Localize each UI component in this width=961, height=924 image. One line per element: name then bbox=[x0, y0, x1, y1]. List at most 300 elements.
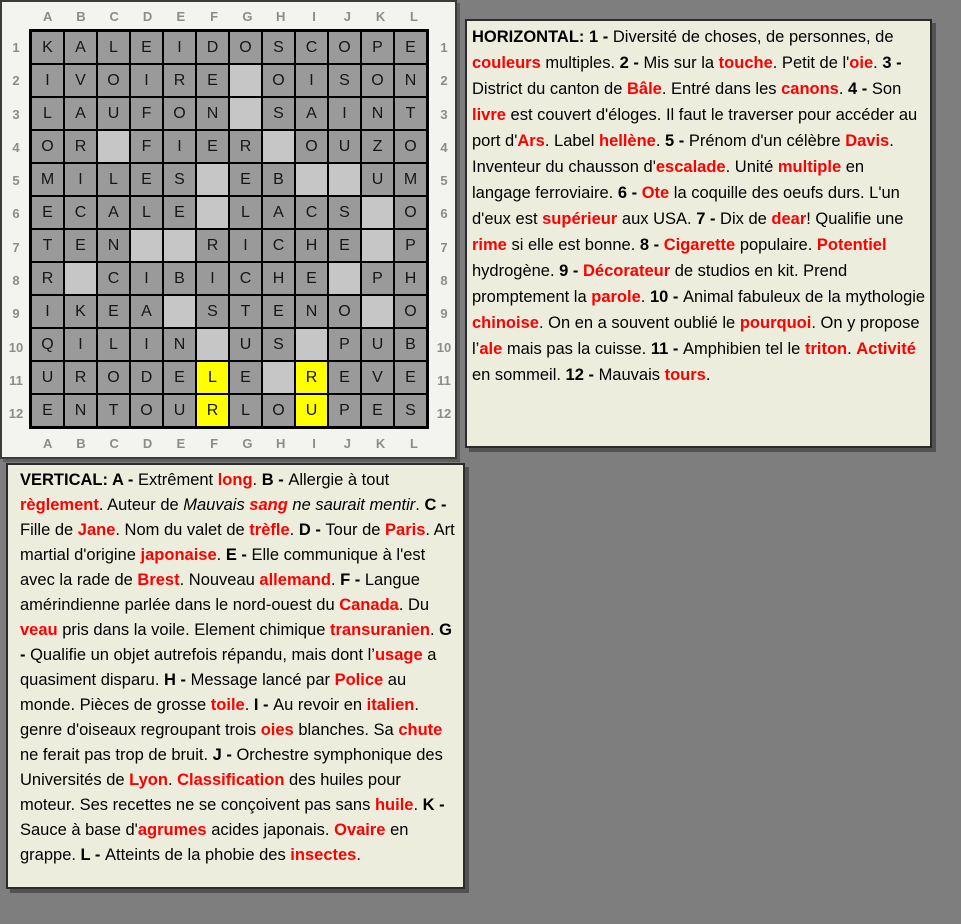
clue-segment: insectes bbox=[290, 846, 357, 864]
col-label-E: E bbox=[176, 436, 186, 451]
grid-cell-J7[interactable]: E bbox=[328, 229, 361, 262]
grid-cell-D6[interactable]: L bbox=[130, 196, 163, 229]
crossword-cells bbox=[29, 29, 429, 429]
grid-cell-J9[interactable]: O bbox=[328, 295, 361, 328]
vertical-clues-panel bbox=[6, 463, 465, 889]
clue-segment: mais pas la cuisse. bbox=[502, 340, 651, 358]
col-label-A: A bbox=[42, 436, 53, 451]
grid-cell-F9[interactable]: S bbox=[196, 295, 229, 328]
row-label-7: 7 bbox=[12, 239, 20, 255]
grid-cell-A1[interactable]: K bbox=[31, 31, 64, 64]
clue-segment: en grappe. bbox=[20, 821, 409, 864]
clue-segment: Qualifie un objet autrefois répandu, mais dont l’ bbox=[30, 646, 375, 664]
clue-segment: . bbox=[640, 288, 650, 306]
col-label-A: A bbox=[42, 9, 53, 24]
grid-cell-A2[interactable]: I bbox=[31, 64, 64, 97]
clue-segment: règlement bbox=[20, 496, 99, 514]
grid-cell-J4[interactable]: U bbox=[328, 130, 361, 163]
clue-segment: . Petit de l' bbox=[772, 54, 850, 72]
row-label-10: 10 bbox=[8, 339, 24, 355]
col-label-D: D bbox=[142, 9, 153, 24]
grid-cell-B4[interactable]: R bbox=[64, 130, 97, 163]
grid-cell-C6[interactable]: A bbox=[97, 196, 130, 229]
clue-segment: . Unité bbox=[725, 158, 778, 176]
grid-cell-D8[interactable]: I bbox=[130, 262, 163, 295]
grid-cell-L11[interactable]: E bbox=[394, 361, 427, 394]
clue-segment: 5 - bbox=[665, 132, 689, 150]
grid-cell-I5[interactable] bbox=[295, 163, 328, 196]
clue-segment: . Auteur de bbox=[98, 496, 184, 514]
clue-segment: sang bbox=[249, 496, 288, 514]
grid-cell-I10[interactable] bbox=[295, 328, 328, 361]
clue-segment: 7 - bbox=[696, 210, 721, 228]
grid-cell-E1[interactable]: I bbox=[163, 31, 196, 64]
clue-segment: 2 - bbox=[619, 54, 644, 72]
grid-cell-K6[interactable] bbox=[361, 196, 394, 229]
grid-cell-K12[interactable]: E bbox=[361, 394, 394, 427]
clue-segment: Classification bbox=[177, 771, 285, 789]
clue-segment: . bbox=[289, 521, 299, 539]
grid-cell-B8[interactable] bbox=[64, 262, 97, 295]
grid-cell-B11[interactable]: R bbox=[64, 361, 97, 394]
clue-segment: . Label bbox=[544, 132, 599, 150]
grid-cell-D9[interactable]: A bbox=[130, 295, 163, 328]
grid-cell-I12[interactable]: U bbox=[295, 394, 328, 427]
grid-cell-E8[interactable]: B bbox=[163, 262, 196, 295]
grid-cell-J11[interactable]: E bbox=[328, 361, 361, 394]
grid-cell-K11[interactable]: V bbox=[361, 361, 394, 394]
grid-cell-A4[interactable]: O bbox=[31, 130, 64, 163]
grid-cell-K9[interactable] bbox=[361, 295, 394, 328]
grid-cell-E7[interactable] bbox=[163, 229, 196, 262]
clue-segment: . Du bbox=[398, 596, 430, 614]
grid-cell-F11[interactable]: L bbox=[196, 361, 229, 394]
grid-cell-L12[interactable]: S bbox=[394, 394, 427, 427]
clue-segment: . On en a souvent oublié le bbox=[538, 314, 740, 332]
grid-cell-I8[interactable]: E bbox=[295, 262, 328, 295]
col-label-L: L bbox=[409, 436, 418, 451]
clue-segment: Message lancé par bbox=[190, 671, 335, 689]
grid-cell-J2[interactable]: S bbox=[328, 64, 361, 97]
col-label-F: F bbox=[210, 9, 219, 24]
clue-segment: H - bbox=[164, 671, 191, 689]
clue-segment: F - bbox=[340, 571, 365, 589]
grid-cell-E11[interactable]: E bbox=[163, 361, 196, 394]
clue-segment: Canada bbox=[339, 596, 399, 614]
grid-cell-K3[interactable]: N bbox=[361, 97, 394, 130]
grid-cell-F3[interactable]: N bbox=[196, 97, 229, 130]
grid-cell-H6[interactable]: A bbox=[262, 196, 295, 229]
clue-segment: . bbox=[167, 771, 178, 789]
grid-cell-E6[interactable]: E bbox=[163, 196, 196, 229]
clue-segment: pourquoi bbox=[739, 314, 812, 332]
clue-segment: au monde. Pièces de grosse bbox=[20, 671, 407, 714]
col-label-H: H bbox=[276, 436, 286, 451]
clue-segment: Cigarette bbox=[663, 236, 736, 254]
row-label-12: 12 bbox=[8, 406, 24, 422]
clue-segment: Extrêment bbox=[137, 471, 218, 489]
grid-cell-L1[interactable]: E bbox=[394, 31, 427, 64]
grid-cell-G10[interactable]: U bbox=[229, 328, 262, 361]
grid-cell-G6[interactable]: L bbox=[229, 196, 262, 229]
clue-segment: aux USA. bbox=[617, 210, 697, 228]
clue-segment: 10 - bbox=[649, 288, 683, 306]
grid-cell-G4[interactable]: R bbox=[229, 130, 262, 163]
clue-segment: Diversité de choses, de personnes, de bbox=[612, 28, 894, 46]
clue-segment: Paris bbox=[385, 521, 426, 539]
clue-segment: veau bbox=[20, 621, 58, 639]
clue-segment: couleurs bbox=[472, 54, 541, 72]
grid-cell-B2[interactable]: V bbox=[64, 64, 97, 97]
clue-segment: Fille de bbox=[20, 521, 78, 539]
clue-segment: toile bbox=[210, 696, 245, 714]
grid-cell-B12[interactable]: N bbox=[64, 394, 97, 427]
grid-cell-H5[interactable]: B bbox=[262, 163, 295, 196]
clue-segment: chinoise bbox=[472, 314, 539, 332]
grid-cell-G12[interactable]: L bbox=[229, 394, 262, 427]
clue-segment: . bbox=[330, 571, 341, 589]
clue-segment: ne ferait pas trop de bruit. bbox=[20, 746, 213, 764]
col-label-C: C bbox=[109, 9, 119, 24]
grid-cell-E5[interactable]: S bbox=[163, 163, 196, 196]
grid-cell-I2[interactable]: I bbox=[295, 64, 328, 97]
clue-segment: multiples. bbox=[540, 54, 620, 72]
clue-segment: I - bbox=[253, 696, 274, 714]
grid-cell-H8[interactable]: H bbox=[262, 262, 295, 295]
col-label-K: K bbox=[375, 9, 386, 24]
clue-segment: 6 - bbox=[617, 184, 642, 202]
grid-cell-D7[interactable] bbox=[130, 229, 163, 262]
clue-segment: HORIZONTAL: bbox=[472, 28, 590, 46]
row-label-11: 11 bbox=[9, 372, 23, 388]
grid-cell-J5[interactable] bbox=[328, 163, 361, 196]
clue-segment: Dix de bbox=[720, 210, 772, 228]
clue-segment: livre bbox=[472, 106, 506, 124]
grid-cell-F8[interactable]: I bbox=[196, 262, 229, 295]
clue-segment: Allergie à tout bbox=[288, 471, 390, 489]
grid-cell-H9[interactable]: E bbox=[262, 295, 295, 328]
grid-cell-H3[interactable]: S bbox=[262, 97, 295, 130]
grid-cell-A8[interactable]: R bbox=[31, 262, 64, 295]
grid-cell-D2[interactable]: I bbox=[130, 64, 163, 97]
grid-cell-H11[interactable] bbox=[262, 361, 295, 394]
grid-cell-D1[interactable]: E bbox=[130, 31, 163, 64]
clue-segment: Elle communique à l'est avec la rade de bbox=[20, 546, 426, 589]
clue-segment: blanches. Sa bbox=[293, 721, 399, 739]
grid-cell-B6[interactable]: C bbox=[64, 196, 97, 229]
clue-segment: la coquille des oeufs durs. L'un d'eux est bbox=[472, 184, 900, 228]
clue-segment: supérieur bbox=[542, 210, 618, 228]
grid-cell-G3[interactable] bbox=[229, 97, 262, 130]
clue-segment: Potentiel bbox=[816, 236, 887, 254]
clue-segment: 4 - bbox=[848, 80, 872, 98]
grid-cell-G11[interactable]: E bbox=[229, 361, 262, 394]
grid-cell-I6[interactable]: C bbox=[295, 196, 328, 229]
clue-segment: . Nom du valet de bbox=[115, 521, 250, 539]
grid-cell-A12[interactable]: E bbox=[31, 394, 64, 427]
grid-cell-E10[interactable]: N bbox=[163, 328, 196, 361]
grid-cell-F5[interactable] bbox=[196, 163, 229, 196]
grid-cell-D11[interactable]: D bbox=[130, 361, 163, 394]
grid-cell-J10[interactable]: P bbox=[328, 328, 361, 361]
grid-cell-F7[interactable]: R bbox=[196, 229, 229, 262]
grid-cell-G2[interactable] bbox=[229, 64, 262, 97]
grid-cell-A9[interactable]: I bbox=[31, 295, 64, 328]
clue-segment: D - bbox=[298, 521, 326, 539]
grid-cell-J1[interactable]: O bbox=[328, 31, 361, 64]
row-label-5: 5 bbox=[12, 173, 20, 189]
grid-cell-D10[interactable]: I bbox=[130, 328, 163, 361]
clue-segment: . bbox=[847, 340, 857, 358]
grid-cell-I9[interactable]: N bbox=[295, 295, 328, 328]
clue-segment: District du canton de bbox=[472, 80, 627, 98]
grid-cell-L4[interactable]: O bbox=[394, 130, 427, 163]
grid-cell-A7[interactable]: T bbox=[31, 229, 64, 262]
clue-segment: hydrogène. bbox=[472, 262, 560, 280]
clue-segment: usage bbox=[374, 646, 423, 664]
grid-cell-B7[interactable]: E bbox=[64, 229, 97, 262]
row-label-2: 2 bbox=[440, 73, 448, 89]
clue-segment: Prénom d'un célèbre bbox=[688, 132, 846, 150]
clue-segment: hellène bbox=[598, 132, 656, 150]
col-label-G: G bbox=[242, 436, 253, 451]
grid-cell-J3[interactable]: I bbox=[328, 97, 361, 130]
clue-segment: J - bbox=[212, 746, 237, 764]
grid-cell-B5[interactable]: I bbox=[64, 163, 97, 196]
grid-cell-G1[interactable]: O bbox=[229, 31, 262, 64]
clue-segment: 11 - bbox=[650, 340, 683, 358]
crossword-grid-panel bbox=[0, 0, 457, 459]
col-label-B: B bbox=[76, 436, 86, 451]
clue-segment: . On y propose l’ bbox=[472, 314, 920, 358]
col-label-L: L bbox=[409, 9, 418, 24]
grid-cell-J8[interactable] bbox=[328, 262, 361, 295]
grid-cell-A5[interactable]: M bbox=[31, 163, 64, 196]
grid-cell-I7[interactable]: H bbox=[295, 229, 328, 262]
grid-cell-G5[interactable]: E bbox=[229, 163, 262, 196]
clue-segment: 8 - bbox=[639, 236, 664, 254]
grid-cell-E2[interactable]: R bbox=[163, 64, 196, 97]
col-label-K: K bbox=[375, 436, 386, 451]
grid-cell-D3[interactable]: F bbox=[130, 97, 163, 130]
grid-cell-C1[interactable]: L bbox=[97, 31, 130, 64]
grid-cell-L8[interactable]: H bbox=[394, 262, 427, 295]
clue-segment: Activité bbox=[856, 340, 916, 358]
row-label-7: 7 bbox=[440, 239, 448, 255]
col-label-C: C bbox=[109, 436, 119, 451]
grid-cell-L3[interactable]: T bbox=[394, 97, 427, 130]
clue-segment: chute bbox=[398, 721, 443, 739]
grid-cell-H7[interactable]: C bbox=[262, 229, 295, 262]
grid-cell-L7[interactable]: P bbox=[394, 229, 427, 262]
clue-segment: VERTICAL: bbox=[20, 471, 112, 489]
clue-segment: ale bbox=[479, 340, 503, 358]
col-label-H: H bbox=[276, 9, 286, 24]
grid-cell-C8[interactable]: C bbox=[97, 262, 130, 295]
clue-segment: . bbox=[705, 366, 711, 384]
col-label-G: G bbox=[242, 9, 253, 24]
grid-cell-C11[interactable]: O bbox=[97, 361, 130, 394]
grid-cell-F10[interactable] bbox=[196, 328, 229, 361]
row-label-6: 6 bbox=[12, 206, 20, 222]
grid-cell-H12[interactable]: O bbox=[262, 394, 295, 427]
grid-cell-K8[interactable]: P bbox=[361, 262, 394, 295]
row-label-4: 4 bbox=[12, 139, 20, 155]
clue-segment: Son bbox=[871, 80, 902, 98]
row-label-8: 8 bbox=[440, 273, 448, 289]
grid-cell-J6[interactable]: S bbox=[328, 196, 361, 229]
clue-segment: Animal fabuleux de la mythologie bbox=[682, 288, 926, 306]
grid-cell-F12[interactable]: R bbox=[196, 394, 229, 427]
grid-cell-C2[interactable]: O bbox=[97, 64, 130, 97]
grid-cell-L9[interactable]: O bbox=[394, 295, 427, 328]
clue-segment: . genre d'oiseaux regroupant trois bbox=[20, 696, 419, 739]
clue-segment: Jane bbox=[77, 521, 116, 539]
grid-cell-D12[interactable]: O bbox=[130, 394, 163, 427]
grid-cell-E9[interactable] bbox=[163, 295, 196, 328]
grid-cell-E4[interactable]: I bbox=[163, 130, 196, 163]
grid-cell-A3[interactable]: L bbox=[31, 97, 64, 130]
grid-cell-I3[interactable]: A bbox=[295, 97, 328, 130]
grid-cell-J12[interactable]: P bbox=[328, 394, 361, 427]
row-label-2: 2 bbox=[12, 73, 20, 89]
clue-segment: Langue amérindienne parlée dans le nord-ouest du bbox=[20, 571, 420, 614]
clue-segment: touche bbox=[718, 54, 773, 72]
clue-segment: Ars bbox=[517, 132, 545, 150]
grid-cell-A6[interactable]: E bbox=[31, 196, 64, 229]
clue-segment: des huiles pour moteur. Ses recettes ne se conçoivent pas sans bbox=[20, 771, 401, 814]
grid-cell-K10[interactable]: U bbox=[361, 328, 394, 361]
row-label-1: 1 bbox=[440, 40, 448, 55]
grid-cell-C3[interactable]: U bbox=[97, 97, 130, 130]
grid-cell-E12[interactable]: U bbox=[163, 394, 196, 427]
row-label-9: 9 bbox=[12, 306, 20, 322]
grid-cell-B1[interactable]: A bbox=[64, 31, 97, 64]
clue-segment: transuranien bbox=[330, 621, 430, 639]
grid-cell-G8[interactable]: C bbox=[229, 262, 262, 295]
grid-cell-G9[interactable]: T bbox=[229, 295, 262, 328]
grid-cell-F2[interactable]: E bbox=[196, 64, 229, 97]
grid-cell-C9[interactable]: E bbox=[97, 295, 130, 328]
clue-segment: . bbox=[429, 621, 440, 639]
clue-segment: pris dans la voile. Element chimique bbox=[57, 621, 330, 639]
grid-cell-I4[interactable]: O bbox=[295, 130, 328, 163]
grid-cell-I1[interactable]: C bbox=[295, 31, 328, 64]
col-label-B: B bbox=[76, 9, 86, 24]
clue-segment: Orchestre symphonique des Universités de bbox=[20, 746, 443, 789]
grid-cell-L6[interactable]: O bbox=[394, 196, 427, 229]
grid-cell-D5[interactable]: E bbox=[130, 163, 163, 196]
grid-cell-C10[interactable]: L bbox=[97, 328, 130, 361]
row-label-3: 3 bbox=[440, 106, 448, 122]
clue-segment: est couvert d'éloges. Il faut le traverser pour accéder au port d' bbox=[472, 106, 918, 150]
clue-segment: rime bbox=[472, 236, 507, 254]
grid-cell-K7[interactable] bbox=[361, 229, 394, 262]
clue-segment: Mauvais bbox=[183, 496, 250, 514]
clue-segment: B - bbox=[261, 471, 289, 489]
horizontal-clues-panel bbox=[465, 19, 932, 448]
grid-cell-K5[interactable]: U bbox=[361, 163, 394, 196]
grid-cell-L5[interactable]: M bbox=[394, 163, 427, 196]
col-label-J: J bbox=[343, 9, 351, 24]
grid-cell-H4[interactable] bbox=[262, 130, 295, 163]
grid-cell-H2[interactable]: O bbox=[262, 64, 295, 97]
clue-segment: italien bbox=[366, 696, 415, 714]
clue-segment: ne saurait mentir bbox=[287, 496, 416, 514]
grid-cell-F1[interactable]: D bbox=[196, 31, 229, 64]
row-label-12: 12 bbox=[436, 406, 452, 422]
row-labels-left bbox=[5, 31, 27, 431]
grid-cell-F6[interactable] bbox=[196, 196, 229, 229]
clue-segment: ! Qualifie une bbox=[806, 210, 904, 228]
grid-cell-K4[interactable]: Z bbox=[361, 130, 394, 163]
clue-segment: de studios en kit. Prend promptement la bbox=[472, 262, 848, 306]
row-label-9: 9 bbox=[440, 306, 448, 322]
grid-cell-L2[interactable]: N bbox=[394, 64, 427, 97]
grid-cell-K1[interactable]: P bbox=[361, 31, 394, 64]
grid-cell-E3[interactable]: O bbox=[163, 97, 196, 130]
clue-segment: triton bbox=[804, 340, 848, 358]
clue-segment: en langage ferroviaire. bbox=[472, 158, 865, 202]
clue-segment: . bbox=[655, 132, 666, 150]
grid-cell-B10[interactable]: I bbox=[64, 328, 97, 361]
grid-cell-C7[interactable]: N bbox=[97, 229, 130, 262]
col-label-I: I bbox=[312, 9, 316, 24]
clue-segment: Ovaire bbox=[334, 821, 386, 839]
clue-segment: long bbox=[217, 471, 253, 489]
clue-segment: oies bbox=[260, 721, 294, 739]
clue-segment: Lyon bbox=[129, 771, 168, 789]
grid-cell-D4[interactable]: F bbox=[130, 130, 163, 163]
grid-cell-G7[interactable]: I bbox=[229, 229, 262, 262]
column-labels-top bbox=[31, 9, 431, 24]
clue-segment: . Inventeur du chausson d' bbox=[472, 132, 894, 176]
grid-cell-C4[interactable] bbox=[97, 130, 130, 163]
clue-segment: . bbox=[252, 471, 262, 489]
clue-segment: Brest bbox=[137, 571, 180, 589]
grid-cell-F4[interactable]: E bbox=[196, 130, 229, 163]
clue-segment: japonaise bbox=[140, 546, 217, 564]
row-label-11: 11 bbox=[437, 372, 451, 388]
clue-segment: 9 - bbox=[559, 262, 583, 280]
grid-cell-L10[interactable]: B bbox=[394, 328, 427, 361]
grid-cell-B9[interactable]: K bbox=[64, 295, 97, 328]
col-label-F: F bbox=[210, 436, 219, 451]
grid-cell-C12[interactable]: T bbox=[97, 394, 130, 427]
row-label-10: 10 bbox=[436, 339, 452, 355]
clue-segment: 1 - bbox=[589, 28, 613, 46]
clue-segment: C - bbox=[424, 496, 447, 514]
clue-segment: . bbox=[216, 546, 226, 564]
grid-cell-B3[interactable]: A bbox=[64, 97, 97, 130]
clue-segment: Mis sur la bbox=[643, 54, 719, 72]
grid-cell-H10[interactable]: S bbox=[262, 328, 295, 361]
grid-cell-H1[interactable]: S bbox=[262, 31, 295, 64]
grid-cell-K2[interactable]: O bbox=[361, 64, 394, 97]
clue-segment: E - bbox=[225, 546, 252, 564]
grid-cell-I11[interactable]: R bbox=[295, 361, 328, 394]
clue-segment: 12 - bbox=[565, 366, 599, 384]
clue-segment: G - bbox=[20, 621, 452, 664]
clue-segment: trèfle bbox=[249, 521, 290, 539]
col-label-I: I bbox=[312, 436, 316, 451]
grid-cell-A10[interactable]: Q bbox=[31, 328, 64, 361]
col-label-J: J bbox=[343, 436, 351, 451]
grid-cell-C5[interactable]: L bbox=[97, 163, 130, 196]
grid-cell-A11[interactable]: U bbox=[31, 361, 64, 394]
clue-segment: Atteints de la phobie des bbox=[105, 846, 291, 864]
clue-segment: tours bbox=[664, 366, 706, 384]
